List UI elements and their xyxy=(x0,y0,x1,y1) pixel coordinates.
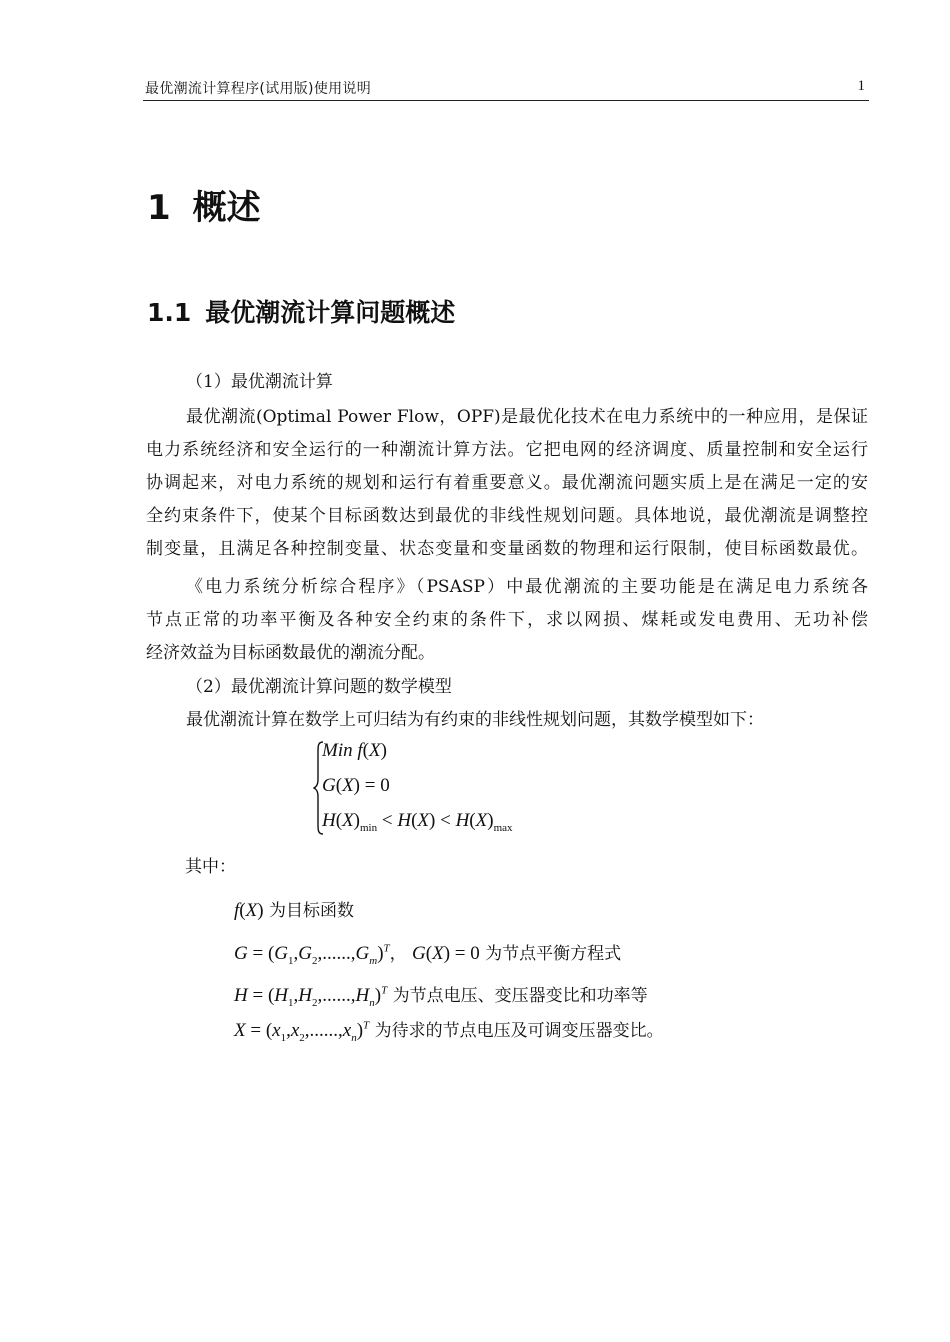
where-label: 其中： xyxy=(185,857,236,877)
paragraph-1-line-5: 制变量，且满足各种控制变量、状态变量和变量函数的物理和运行限制，使目标函数最优。 xyxy=(146,539,868,559)
paragraph-2-line-1: 《电力系统分析综合程序》（PSASP）中最优潮流的主要功能是在满足电力系统各 xyxy=(186,577,868,597)
equation-equality: G(X) = 0 xyxy=(322,775,390,796)
section-title xyxy=(147,293,455,329)
subheading-1: （1）最优潮流计算 xyxy=(186,372,333,392)
subheading-2: （2）最优潮流计算问题的数学模型 xyxy=(186,677,452,697)
chapter-number: 1 xyxy=(147,188,171,228)
page-header xyxy=(143,78,869,101)
paragraph-1-line-1: 最优潮流(Optimal Power Flow，OPF)是最优化技术在电力系统中的一种应用，是保证 xyxy=(186,407,868,427)
model-intro: 最优潮流计算在数学上可归结为有约束的非线性规划问题，其数学模型如下： xyxy=(186,710,764,730)
section-title-text: 最优潮流计算问题概述 xyxy=(205,298,456,327)
optimization-model-equations xyxy=(313,740,613,840)
section-number: 1.1 xyxy=(147,298,192,327)
definition-h-text: 为节点电压、变压器变比和功率等 xyxy=(392,986,648,1006)
definition-f-text: 为目标函数 xyxy=(268,901,354,921)
header-title: 最优潮流计算程序(试用版)使用说明 xyxy=(145,81,372,97)
definition-h: $H = (H_1,H_2,......,H_n)^T$ 为节点电压、变压器变比和功率等 xyxy=(234,984,648,1009)
equation-inequality: $H(X)_{min} < H(X) < H(X)_{max}$ xyxy=(322,810,513,834)
definition-g-text: 为节点平衡方程式 xyxy=(485,944,622,964)
definition-g: $G = (G_1,G_2,......,G_m)^T$， G(X) = 0 为节点平衡方程式 xyxy=(234,942,622,967)
paragraph-1-line-4: 全约束条件下，使某个目标函数达到最优的非线性规划问题。具体地说，最优潮流是调整控 xyxy=(146,506,868,526)
page-number: 1 xyxy=(857,78,865,94)
paragraph-2-line-3: 经济效益为目标函数最优的潮流分配。 xyxy=(146,643,435,663)
paragraph-1-line-2: 电力系统经济和安全运行的一种潮流计算方法。它把电网的经济调度、质量控制和安全运行 xyxy=(146,440,868,460)
chapter-title xyxy=(147,180,261,229)
paragraph-2-line-2: 节点正常的功率平衡及各种安全约束的条件下，求以网损、煤耗或发电费用、无功补偿 xyxy=(146,610,868,630)
paragraph-1-line-3: 协调起来，对电力系统的规划和运行有着重要意义。最优潮流问题实质上是在满足一定的安 xyxy=(146,473,868,493)
definition-x: $X = (x_1,x_2,......,x_n)^T$ 为待求的节点电压及可调变压器变比。 xyxy=(234,1019,664,1044)
chapter-title-text: 概述 xyxy=(192,188,261,228)
definition-f: f(X) 为目标函数 xyxy=(234,900,354,921)
equation-objective: Min f(X) xyxy=(322,740,387,761)
definition-x-text: 为待求的节点电压及可调变压器变比。 xyxy=(374,1021,664,1041)
